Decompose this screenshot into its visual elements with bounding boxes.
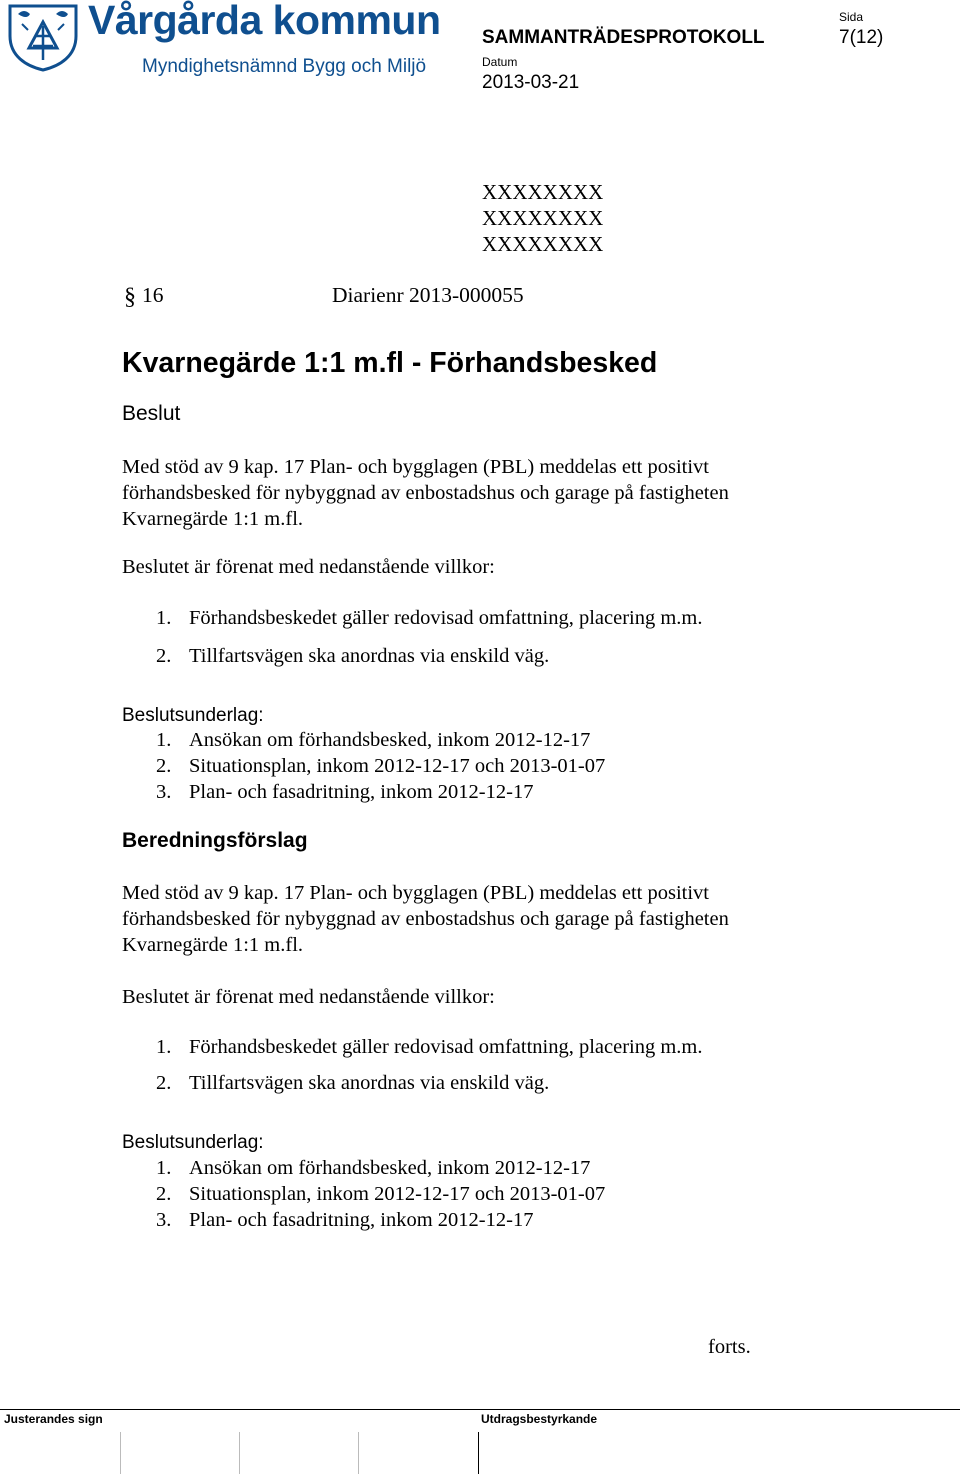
list-number: 2. <box>156 755 172 777</box>
signature-box-divider <box>120 1432 121 1474</box>
section-sign-icon <box>124 282 136 310</box>
svg-text:§: § <box>124 284 136 310</box>
list-number: 1. <box>156 1157 172 1179</box>
list-item: Förhandsbeskedet gäller redovisad omfattning, placering m.m. <box>189 607 703 629</box>
underlag-label: Beslutsunderlag: <box>122 705 264 726</box>
date-label: Datum <box>482 55 518 69</box>
paragraph-line: Kvarnegärde 1:1 m.fl. <box>122 508 304 530</box>
paragraph-line: förhandsbesked för nybyggnad av enbostadshus och garage på fastigheten <box>122 482 729 504</box>
list-number: 1. <box>156 729 172 751</box>
signature-box-divider <box>478 1432 479 1474</box>
organization-name: Vårgårda kommun <box>88 0 441 43</box>
list-number: 3. <box>156 781 172 803</box>
list-number: 3. <box>156 1209 172 1231</box>
paragraph-line: Med stöd av 9 kap. 17 Plan- och bygglagen (PBL) meddelas ett positivt <box>122 882 710 904</box>
item-title: Kvarnegärde 1:1 m.fl - Förhandsbesked <box>122 347 658 379</box>
footer-divider <box>0 1409 960 1410</box>
page-label: Sida <box>839 10 864 24</box>
committee-name: Myndighetsnämnd Bygg och Miljö <box>142 56 427 77</box>
masked-name: XXXXXXXX <box>482 180 604 204</box>
section-heading-beslut: Beslut <box>122 402 181 425</box>
list-number: 2. <box>156 645 172 667</box>
case-number: Diarienr 2013-000055 <box>332 283 524 307</box>
list-item: Ansökan om förhandsbesked, inkom 2012-12-17 <box>189 1157 591 1179</box>
coat-of-arms-logo <box>4 2 82 72</box>
conditions-intro: Beslutet är förenat med nedanstående villkor: <box>122 556 495 578</box>
masked-name: XXXXXXXX <box>482 232 604 256</box>
list-item: Tillfartsvägen ska anordnas via enskild väg. <box>189 1072 550 1094</box>
list-item: Plan- och fasadritning, inkom 2012-12-17 <box>189 1209 534 1231</box>
list-number: 1. <box>156 607 172 629</box>
paragraph-line: Kvarnegärde 1:1 m.fl. <box>122 934 304 956</box>
continued-marker: forts. <box>708 1336 751 1358</box>
list-item: Situationsplan, inkom 2012-12-17 och 2013-01-07 <box>189 755 606 777</box>
list-item: Tillfartsvägen ska anordnas via enskild väg. <box>189 645 550 667</box>
paragraph-line: förhandsbesked för nybyggnad av enbostadshus och garage på fastigheten <box>122 908 729 930</box>
signature-box-divider <box>239 1432 240 1474</box>
list-item: Ansökan om förhandsbesked, inkom 2012-12-17 <box>189 729 591 751</box>
date-value: 2013-03-21 <box>482 72 580 93</box>
list-item: Situationsplan, inkom 2012-12-17 och 2013-01-07 <box>189 1183 606 1205</box>
paragraph-line: Med stöd av 9 kap. 17 Plan- och bygglagen (PBL) meddelas ett positivt <box>122 456 710 478</box>
footer-sign-label: Justerandes sign <box>4 1412 103 1426</box>
section-heading-beredningsforslag: Beredningsförslag <box>122 829 308 852</box>
paragraph-number: 16 <box>142 283 164 307</box>
list-number: 1. <box>156 1036 172 1058</box>
footer-extract-label: Utdragsbestyrkande <box>481 1412 598 1426</box>
list-item: Plan- och fasadritning, inkom 2012-12-17 <box>189 781 534 803</box>
list-number: 2. <box>156 1072 172 1094</box>
masked-name: XXXXXXXX <box>482 206 604 230</box>
document-type: SAMMANTRÄDESPROTOKOLL <box>482 27 765 48</box>
conditions-intro: Beslutet är förenat med nedanstående villkor: <box>122 986 495 1008</box>
list-item: Förhandsbeskedet gäller redovisad omfattning, placering m.m. <box>189 1036 703 1058</box>
signature-box-divider <box>358 1432 359 1474</box>
underlag-label: Beslutsunderlag: <box>122 1132 264 1153</box>
list-number: 2. <box>156 1183 172 1205</box>
page-number: 7(12) <box>839 27 884 48</box>
